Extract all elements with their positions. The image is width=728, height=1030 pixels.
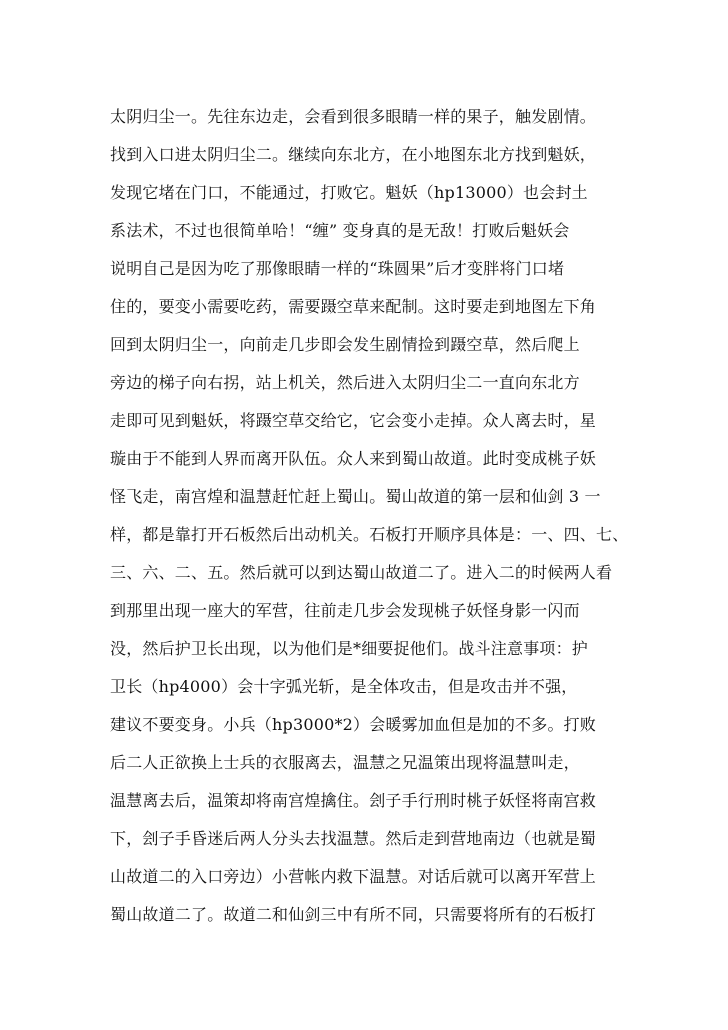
text-line: 没，然后护卫长出现，以为他们是*细要捉他们。战斗注意事项：护: [110, 639, 589, 658]
text-line: 发现它堵在门口，不能通过，打败它。魁妖（hp13000）也会封土: [110, 183, 588, 202]
text-line: 样，都是靠打开石板然后出动机关。石板打开顺序具体是：一、四、七、: [110, 525, 629, 544]
text-line: 住的，要变小需要吃药，需要蹑空草来配制。这时要走到地图左下角: [110, 297, 597, 316]
text-line: 旁边的梯子向右拐，站上机关，然后进入太阴归尘二一直向东北方: [110, 373, 580, 392]
text-line: 后二人正欲换上士兵的衣服离去，温慧之兄温策出现将温慧叫走，: [110, 753, 580, 772]
text-line: 系法术，不过也很简单哈！“缠” 变身真的是无敌！打败后魁妖会: [110, 221, 570, 240]
text-line: 走即可见到魁妖，将蹑空草交给它，它会变小走掉。众人离去时，星: [110, 411, 597, 430]
text-line: 建议不要变身。小兵（hp3000*2）会暖雾加血但是加的不多。打败: [110, 715, 597, 734]
text-line: 到那里出现一座大的军营，往前走几步会发现桃子妖怪身影一闪而: [110, 601, 580, 620]
text-line: 找到入口进太阴归尘二。继续向东北方，在小地图东北方找到魁妖，: [110, 145, 597, 164]
text-line: 三、六、二、五。然后就可以到达蜀山故道二了。进入二的时候两人看: [110, 563, 613, 582]
text-line: 怪飞走，南宫煌和温慧赶忙赶上蜀山。蜀山故道的第一层和仙剑 3 一: [110, 487, 601, 506]
text-line: 太阴归尘一。先往东边走，会看到很多眼睛一样的果子，触发剧情。: [110, 107, 597, 126]
text-line: 璇由于不能到人界而离开队伍。众人来到蜀山故道。此时变成桃子妖: [110, 449, 597, 468]
text-line: 下，刽子手昏迷后两人分头去找温慧。然后走到营地南边（也就是蜀: [110, 829, 597, 848]
body-text: [110, 98, 630, 934]
text-line: 说明自己是因为吃了那像眼睛一样的“珠圆果”后才变胖将门口堵: [110, 259, 565, 278]
text-line: 回到太阴归尘一，向前走几步即会发生剧情捡到蹑空草，然后爬上: [110, 335, 580, 354]
text-line: 卫长（hp4000）会十字弧光斩，是全体攻击，但是攻击并不强，: [110, 677, 578, 696]
text-line: 蜀山故道二了。故道二和仙剑三中有所不同，只需要将所有的石板打: [110, 905, 597, 924]
text-line: 山故道二的入口旁边）小营帐内救下温慧。对话后就可以离开军营上: [110, 867, 597, 886]
text-line: 温慧离去后，温策却将南宫煌擒住。刽子手行刑时桃子妖怪将南宫救: [110, 791, 597, 810]
